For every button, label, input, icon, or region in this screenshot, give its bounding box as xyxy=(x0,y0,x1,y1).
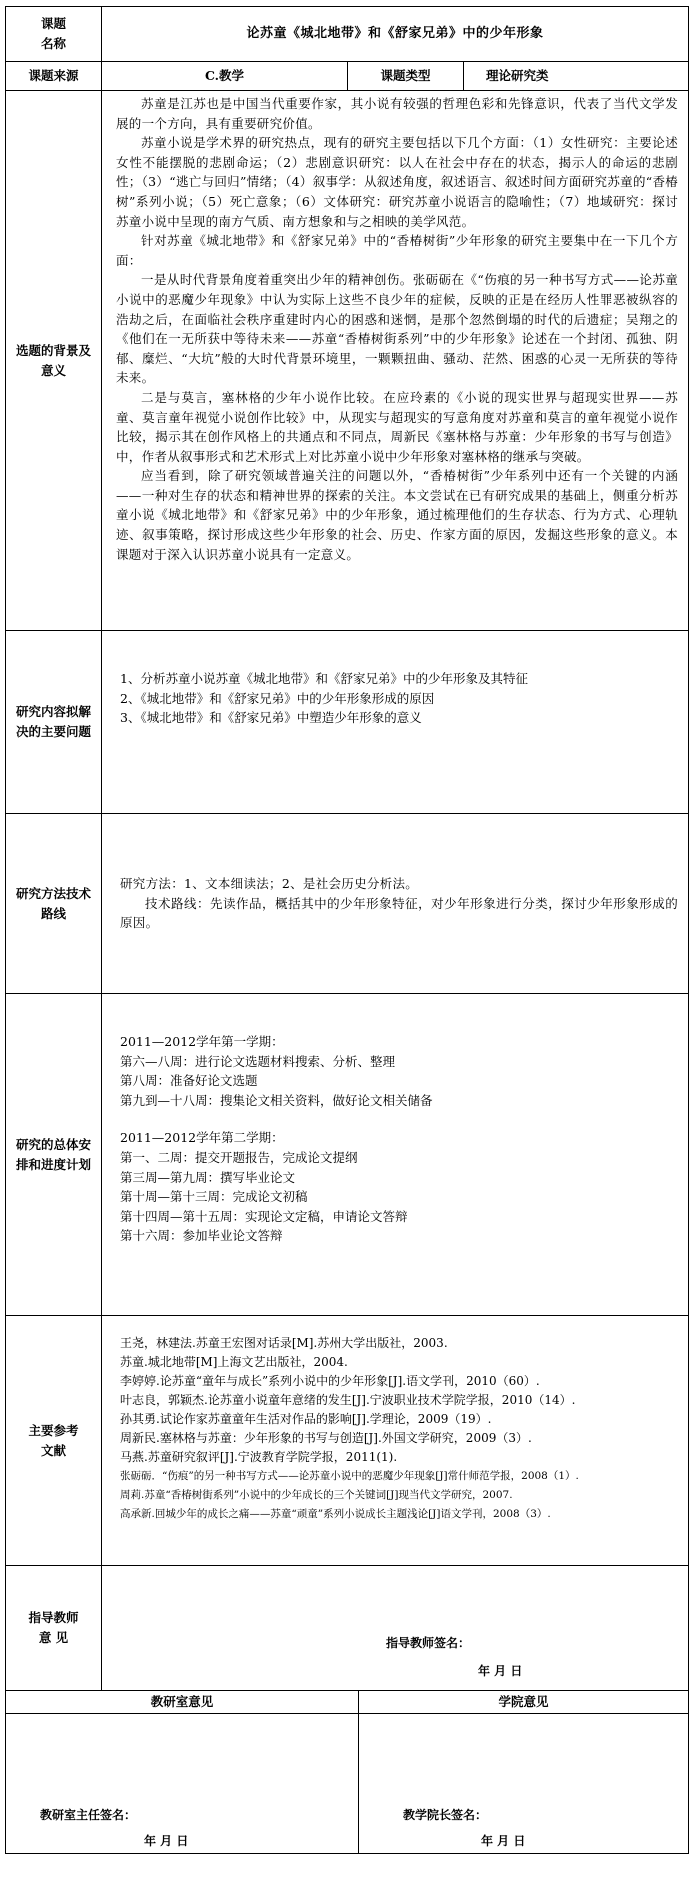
footer-header-row xyxy=(6,1691,689,1714)
method-label: 研究方法技术路线 xyxy=(6,814,102,994)
refs-row xyxy=(6,1316,689,1566)
advisor-label xyxy=(6,1566,102,1691)
term2-title: 2011—2012学年第二学期： xyxy=(120,1130,284,1146)
schedule-item: 第十六周：参加毕业论文答辩 xyxy=(120,1228,283,1244)
schedule-item: 第三周—第九周：撰写毕业论文 xyxy=(120,1169,296,1185)
refs-list xyxy=(102,1316,689,1566)
title-label-line1: 课题 xyxy=(40,16,66,32)
term1-title: 2011—2012学年第一学期： xyxy=(120,1034,284,1049)
background-content xyxy=(102,91,689,631)
source-label: 课题来源 xyxy=(6,62,102,91)
source-value: C.教学 xyxy=(102,62,348,91)
footer-sign-row xyxy=(6,1714,689,1854)
dept-signature: 教研室主任签名： xyxy=(40,1808,137,1822)
title-label xyxy=(6,7,102,62)
reference-item: 孙其勇.试论作家苏童童年生活对作品的影响[J].学理论，2009（19）. xyxy=(120,1412,492,1426)
schedule-row xyxy=(6,994,689,1316)
title-row xyxy=(6,7,689,62)
schedule-item: 第一、二周：提交开题报告，完成论文提纲 xyxy=(120,1149,358,1165)
college-signature: 教学院长签名： xyxy=(403,1808,488,1822)
college-opinion xyxy=(359,1714,689,1854)
content-row xyxy=(6,631,689,814)
content-item: 2、《城北地带》和《舒家兄弟》中的少年形象形成的原因 xyxy=(120,690,435,706)
dept-opinion-header: 教研室意见 xyxy=(6,1691,359,1714)
reference-item: 张砺砺．“伤痕”的另一种书写方式——论苏童小说中的恶魔少年现象[J]常什师范学报，2008（1）. xyxy=(120,1470,579,1482)
background-paragraph: 苏童是江苏也是中国当代重要作家，其小说有较强的哲理色彩和先锋意识，代表了当代文学发展的一个方向，具有重要研究价值。 xyxy=(116,96,679,131)
content-item: 1、分析苏童小说苏童《城北地带》和《舒家兄弟》中的少年形象及其特征 xyxy=(120,671,528,686)
refs-label-line1: 主要参考 xyxy=(28,1422,79,1438)
proposal-form-table xyxy=(5,6,689,1854)
source-row xyxy=(6,62,689,91)
advisor-row xyxy=(6,1566,689,1691)
advisor-opinion xyxy=(102,1566,689,1691)
schedule-content xyxy=(102,994,689,1316)
schedule-item: 第八周：准备好论文选题 xyxy=(120,1073,258,1089)
method-content xyxy=(102,814,689,994)
college-opinion-header: 学院意见 xyxy=(359,1691,689,1714)
type-value xyxy=(464,62,689,91)
method-line: 研究方法：1、文本细读法；2、是社会历史分析法。 xyxy=(120,876,419,892)
background-paragraph: 应当看到，除了研究领域普遍关注的问题以外，“香椿树街”少年系列中还有一个关键的内涵——一种对生存的状态和精神世界的探索的关注。本文尝试在已有研究成果的基础上，侧重分析苏童小说《城北地带》和《舒家兄弟》中的少年形象，通过梳理他们的生存状态、行为方式、心理轨迹、叙事策略，探讨形成这些少年形象的社会、历史、作家方面的原因，发掘这些形象的意义。本课题对于深入认识苏童小说具有一定意义。 xyxy=(116,468,679,562)
content-label: 研究内容拟解决的主要问题 xyxy=(6,631,102,814)
route-line: 技术路线：先读作品，概括其中的少年形象特征，对少年形象进行分类，探讨少年形象形成的原因。 xyxy=(120,895,679,931)
background-row xyxy=(6,91,689,631)
schedule-label: 研究的总体安排和进度计划 xyxy=(6,994,102,1316)
dept-opinion xyxy=(6,1714,359,1854)
method-row xyxy=(6,814,689,994)
dept-date: 年 月 日 xyxy=(144,1834,189,1848)
advisor-signature: 指导教师签名： xyxy=(386,1636,471,1650)
schedule-item: 第十周—第十三周：完成论文初稿 xyxy=(120,1189,308,1205)
schedule-item: 第九到—十八周：搜集论文相关资料，做好论文相关储备 xyxy=(120,1092,433,1108)
type-label: 课题类型 xyxy=(348,62,464,91)
content-item: 3、《城北地带》和《舒家兄弟》中塑造少年形象的意义 xyxy=(120,710,422,726)
reference-item: 马燕.苏童研究叙评[J].宁波教育学院学报，2011(1). xyxy=(120,1450,398,1464)
reference-item: 苏童.城北地带[M]上海文艺出版社，2004. xyxy=(120,1355,348,1369)
background-paragraph: 苏童小说是学术界的研究热点，现有的研究主要包括以下几个方面：（1）女性研究：主要论述女性不能摆脱的悲剧命运；（2）悲剧意识研究：以人在社会中存在的状态，揭示人的命运的悲剧性；（3）“逃亡与回归”情绪；（4）叙事学：从叙述角度，叙述语言、叙述时间方面研究苏童的“香椿树”系列小说；（5）死亡意象；（6）文体研究：研究苏童小说语言的隐喻性；（7）地域研究：探讨苏童小说中呈现的南方气质、南方想象和与之相映的美学风范。 xyxy=(116,135,679,229)
schedule-item: 第六—八周：进行论文选题材料搜索、分析、整理 xyxy=(120,1053,396,1069)
college-date: 年 月 日 xyxy=(481,1834,526,1848)
reference-item: 高承新.回城少年的成长之痛——苏童“顽童”系列小说成长主题浅论[J]语文学刊，2008（3）. xyxy=(120,1508,551,1520)
background-label: 选题的背景及意义 xyxy=(6,91,102,631)
background-paragraph: 二是与莫言，塞林格的少年小说作比较。在应玲素的《小说的现实世界与超现实世界——苏童、莫言童年视觉小说创作比较》中，从现实与超现实的写意角度对苏童和莫言的童年视觉小说作比较，揭示其在创作风格上的共通点和不同点，周新民《塞林格与苏童：少年形象的书写与创造》中，作者从叙事形式和艺术形式上对比苏童小说中少年形象对塞林格的继承与突破。 xyxy=(116,389,679,464)
refs-label xyxy=(6,1316,102,1566)
reference-item: 周莉.苏童“香椿树街系列”小说中的少年成长的三个关键词[J]现当代文学研究，2007. xyxy=(120,1489,513,1501)
schedule-item: 第十四周—第十五周：实现论文定稿，申请论文答辩 xyxy=(120,1208,408,1224)
background-paragraph: 针对苏童《城北地带》和《舒家兄弟》中的“香椿树街”少年形象的研究主要集中在一下几个方面： xyxy=(116,233,679,268)
content-list xyxy=(102,631,689,814)
title-value: 论苏童《城北地带》和《舒家兄弟》中的少年形象 xyxy=(102,7,689,62)
reference-item: 叶志良，郭颖杰.论苏童小说童年意绪的发生[J].宁波职业技术学院学报，2010（14）. xyxy=(120,1393,576,1407)
background-paragraph: 一是从时代背景角度着重突出少年的精神创伤。张砺砺在《“伤痕的另一种书写方式——论苏童小说中的恶魔少年现象》中认为实际上这些不良少年的症候，反映的正是在经历人性罪恶被纵容的浩劫之后，在面临社会秩序重建时内心的困惑和迷惘，是那个忽然倒塌的时代的后遗症；吴翔之的《他们在一无所获中等待未来——苏童“香椿树街系列”中的少年形象》论述在一个封闭、孤独、阴郁、糜烂、“大坑”般的大时代背景环境里，一颗颗扭曲、骚动、茫然、困惑的心灵一无所获的等待未来。 xyxy=(116,272,679,386)
advisor-label-line1: 指导教师 xyxy=(28,1610,79,1626)
advisor-date: 年 月 日 xyxy=(478,1664,523,1678)
title-label-line2: 名称 xyxy=(40,36,66,51)
type-value-text: 理论研究类 xyxy=(486,68,549,84)
refs-label-line2: 文献 xyxy=(40,1442,66,1458)
reference-item: 李婷婷.论苏童“童年与成长”系列小说中的少年形象[J].语文学刊，2010（60）. xyxy=(120,1374,540,1388)
reference-item: 周新民.塞林格与苏童：少年形象的书写与创造[J].外国文学研究，2009（3）. xyxy=(120,1431,532,1445)
reference-item: 王尧，林建法.苏童王宏图对话录[M].苏州大学出版社，2003. xyxy=(120,1336,448,1350)
advisor-label-line2: 意 见 xyxy=(38,1630,69,1645)
